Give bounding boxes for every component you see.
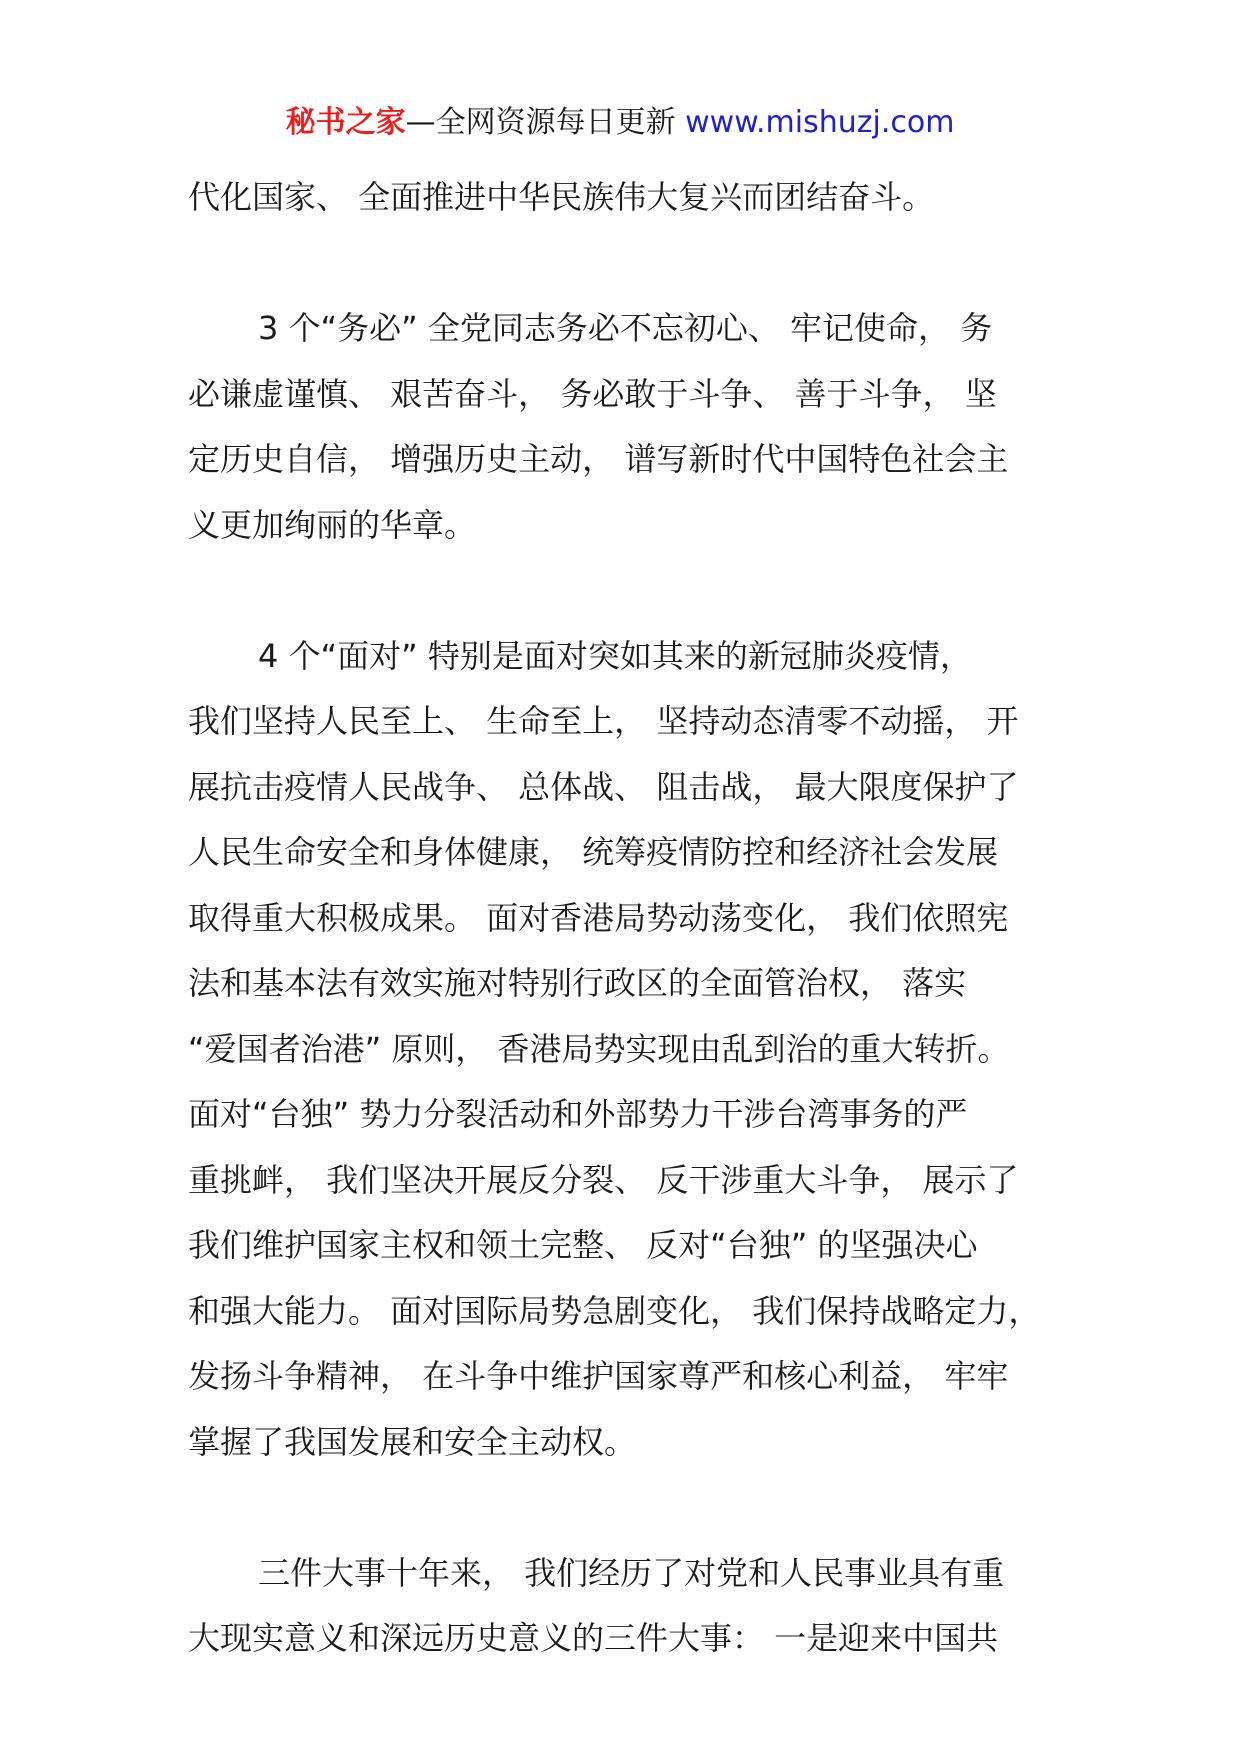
- text-line: 大现实意义和深远历史意义的三件大事： 一是迎来中国共: [188, 1619, 999, 1657]
- text-line: 三件大事十年来， 我们经历了对党和人民事业具有重: [258, 1553, 1005, 1592]
- text-line: 重挑衅， 我们坚决开展反分裂、 反干涉重大斗争， 展示了: [188, 1160, 1019, 1199]
- text-line: 4 个“面对” 特别是面对突如其来的新冠肺炎疫情，: [258, 636, 972, 675]
- text-line: 展抗击疫情人民战争、 总体战、 阻击战， 最大限度保护了: [188, 767, 1019, 806]
- text-line: 人民生命安全和身体健康， 统筹疫情防控和经济社会发展: [188, 833, 999, 871]
- text-line: 和强大能力。 面对国际局势急剧变化， 我们保持战略定力，: [188, 1291, 1041, 1330]
- header-tagline: —全网资源每日更新: [405, 105, 676, 140]
- text-line: “爱国者治港” 原则， 香港局势实现由乱到治的重大转折。: [188, 1029, 1010, 1068]
- text-line: 掌握了我国发展和安全主动权。: [188, 1422, 637, 1461]
- text-line: 法和基本法有效实施对特别行政区的全面管治权， 落实: [188, 964, 967, 1002]
- site-url-link[interactable]: www.mishuzj.com: [685, 105, 955, 140]
- text-line: 我们维护国家主权和领土完整、 反对“台独” 的坚强决心: [188, 1226, 978, 1264]
- text-line: 必谦虚谨慎、 艰苦奋斗， 务必敢于斗争、 善于斗争， 坚: [188, 374, 997, 413]
- text-line: 代化国家、 全面推进中华民族伟大复兴而团结奋斗。: [188, 178, 935, 216]
- text-line: 定历史自信， 增强历史主动， 谱写新时代中国特色社会主: [188, 440, 1009, 478]
- paragraph-gap: [188, 231, 1068, 297]
- paragraph-gap: [188, 558, 1068, 624]
- text-line: 面对“台独” 势力分裂活动和外部势力干涉台湾事务的严: [188, 1095, 968, 1133]
- text-line: 3 个“务必” 全党同志务必不忘初心、 牢记使命， 务: [258, 309, 993, 347]
- text-line: 发扬斗争精神， 在斗争中维护国家尊严和核心利益， 牢牢: [188, 1357, 1009, 1395]
- text-line: 我们坚持人民至上、 生命至上， 坚持动态清零不动摇， 开: [188, 702, 1019, 740]
- text-line: 取得重大积极成果。 面对香港局势动荡变化， 我们依照宪: [188, 898, 1009, 937]
- site-header: [0, 98, 1240, 148]
- text-line: 义更加绚丽的华章。: [188, 505, 477, 544]
- document-body: [188, 165, 1068, 1672]
- brand-name: 秘书之家: [285, 105, 406, 140]
- paragraph-gap: [188, 1475, 1068, 1541]
